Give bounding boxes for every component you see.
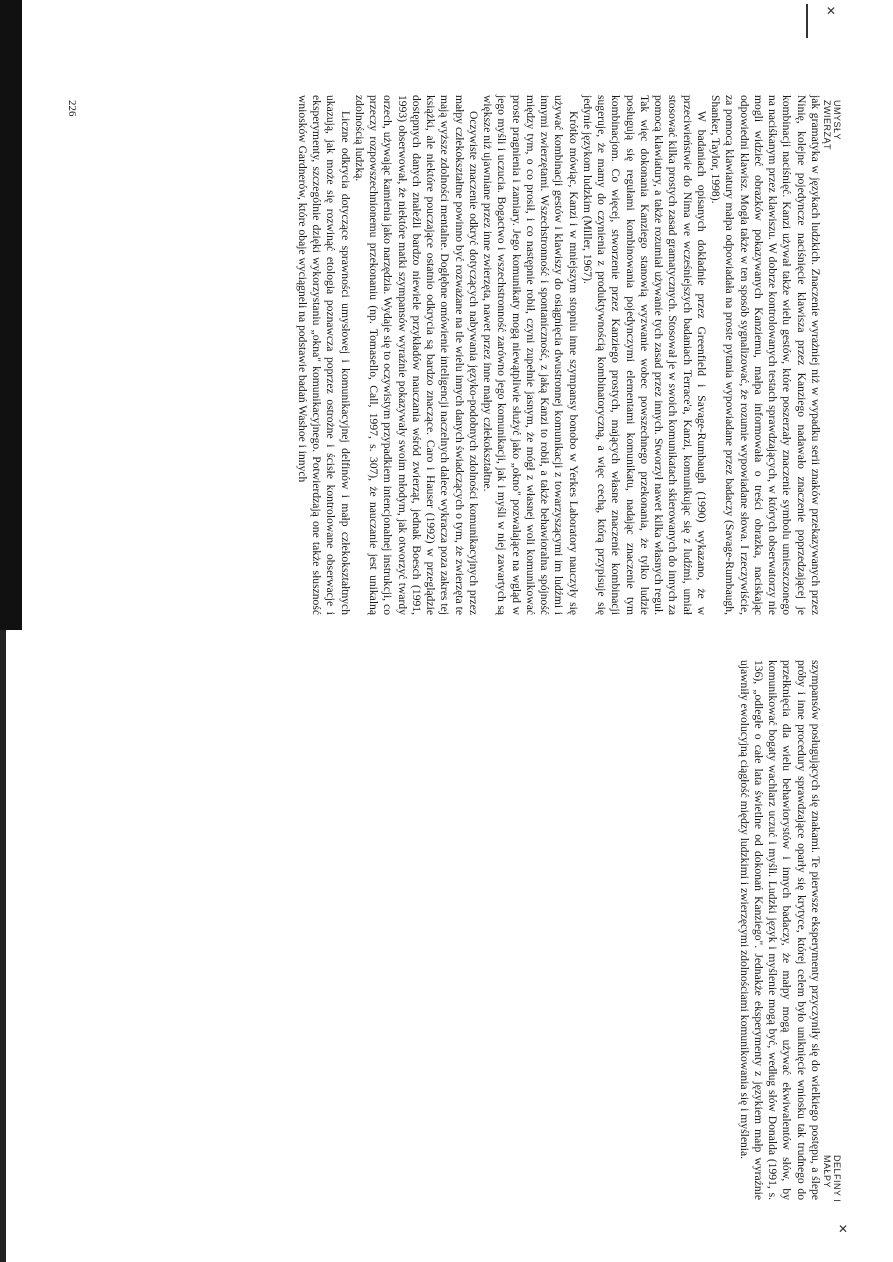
paragraph: szympansów posługujących się znakami. Te pierwsze eksperymenty przyczyniły się do wielkiego postępu, a ślepe próby i inne procedury sprawdzające oparły się krytyce, której celem było uniknięcie wniosku tak trudnego do przełknięcia dla wielu behawiorystów i innych badaczy, że małpy mogą używać ekwiwalentów słów, by komunikować bogaty wachlarz uczuć i myśli. Ludzki język i myślenie mogą być, według słów Donalda (1991, s. 136), „odległe o całe lata świetlne od dokonań Kanziego". Jednakże eksperymenty z językiem małp wyraźnie ujawniły ewolucyjną ciągłość między ludzkimi i zwierzęcymi zdolnościami komunikowania się i myślenia. xyxy=(737,660,822,1200)
scan-edge-mark xyxy=(806,4,808,38)
right-page xyxy=(622,660,822,1220)
paragraph: Liczne odkrycia dotyczące sprawności umysłowej i komunikacyjnej delfinów i małp człekokształtnych ukazują, jak może się rozwinąć etologia poznawcza poprzez ostrożne i ścisłe kontrolowane obserwacje i eksperymenty, szczególnie dzięki wykorzystaniu „okna" komunikacyjnego. Potwierdzają one także słuszność wniosków Gardnerów, które obaje wyciągneli na podstawie badań Washoe i innych xyxy=(296,95,352,615)
page-number: 226 xyxy=(66,100,78,117)
running-head-right: DELFINY I MAŁPY xyxy=(822,1155,842,1203)
left-page-body xyxy=(295,95,822,615)
left-page xyxy=(122,95,822,635)
paragraph: Krótko mówiąc, Kanzi i w mniejszym stopniu inne szympansy bonobo w Yerkes Laboratory nauczyły się używać kombinacji gestów i klawiszy do osiągnięcia dwustronnej komunikacji z towarzyszącymi im ludźmi i innymi zwierzętami. Wszechstronność i spontaniczność, z jaką Kanzi to robił, a także behawioralna spójność między tym, o co prosił, i co następnie robił, czyni zupełnie jasnym, że mógł z własnej woli komunikować proste pragnienia i zamiary. Jego komunikaty mogą niewątpliwie służyć jako „okno" pozwalające na wgląd w jego myśli i uczucia. Bogactwo i wszechstronność zarówno jego komunikacji, jak i myśli w niej zawartych są większe niż ujawniane przez inne zwierzęta, nawet przez inne małpy człekokształtne. xyxy=(481,95,580,615)
right-page-body xyxy=(737,660,823,1200)
paragraph: Oczywiste znaczenie odkryć dotyczących nabywania języko-podobnych zdolności komunikacyjnych przez małpy człekokształtne powinno być rozważane na tle wielu innych danych świadczących o tym, że zwierzęta te mają wyższe zdolności mentalne. Dogłębne omówienie inteligencji naczelnych dalece wykracza poza zakres tej książki, ale niektóre pouczające ostatnio odkrycia są bardzo znaczące. Caro i Hauser (1992) w przeglądzie dostępnych danych znaleźli bardzo niewiele przykładów nauczania wśród zwierząt, jednak Boesch (1991, 1993) obserwował, że niektóre matki szympansów wyraźnie pokazywały swoim młodym, jak otworzyć twardy orzech, używając kamienia jako narzędzia. Wydaje się to oczywistym przypadkiem intencjonalnej instrukcji, co przeczy rozpowszechnionemu przekonaniu (np. Tomasello, Call, 1997, s. 307), że nauczanie jest unikalną zdolnością ludzką. xyxy=(353,95,480,615)
paragraph: jak gramatyka w językach ludzkich. Znaczenie wyrażniej niż w wypadku serii znaków przekazywanych przez Ninię, kolejne pojedyncze naciśnięcie klawisza przez Kanziego nadawało znaczenie poprzedzającej je kombinacji naciśnięć. Kanzi używał także wielu gestów, które poszerzały znaczenie symbolu umieszczonego na naciśkanym przez klawiszu. W dobrze kontrolowanych testach sprawdzających, w których obserwatorzy nie mogli widzieć obrazków pokazywanych Kanziemu, małpa informowała o treści obrazka, naciskając odpowiedni klawisz. Mogła także w ten sposób sygnalizować, że rozumie wypowiadane słowa. I rzeczywiście, za pomocą klawiatury małpa odpowiadała na proste pytania wypowiadane przez badaczy (Savage-Rumbaugh, Shanker, Taylor, 1998). xyxy=(709,95,822,615)
binding-shadow-lower xyxy=(0,630,6,1262)
corner-mark-top: ✕ xyxy=(826,4,837,18)
corner-mark-bottom: ✕ xyxy=(838,1222,849,1236)
binding-shadow xyxy=(0,0,22,630)
running-head-left: UMYSŁY ZWIERZĄT xyxy=(822,100,842,150)
paragraph: W badaniach opisanych dokładnie przez Greenfield i Savage-Rumbaugh (1990) wykazano, że w przeciwieństwie do Nima we wcześniejszych badaniach Terrace'a, Kanzi, komunikując się z ludźmi, umiał stosować kilka prostych zasad gramatycznych. Stosował je w swoich komunikatach skierowanych do innych za pomocą klawiatury, a także rozumiał używanie tych zasad przez innych. Stworzył nawet kilka własnych reguł. Tak więc dokonania Kanziego stanowią wyzwanie wobec powszechnego przekonania, że tylko ludzie posługują się regułami kombinowania pojedynczymi elementami komunikatu, nadając znaczenie tym kombinacjom. Co więcej, stworzenie przez Kanziego prostych, mających własne znaczenie kombinacji sugeruje, że mamy do czynienia z produktywnością kombinatoryczną, a więc cechą, którą przypisuje się jedynie językom ludzkim (Miller, 1967). xyxy=(581,95,708,615)
